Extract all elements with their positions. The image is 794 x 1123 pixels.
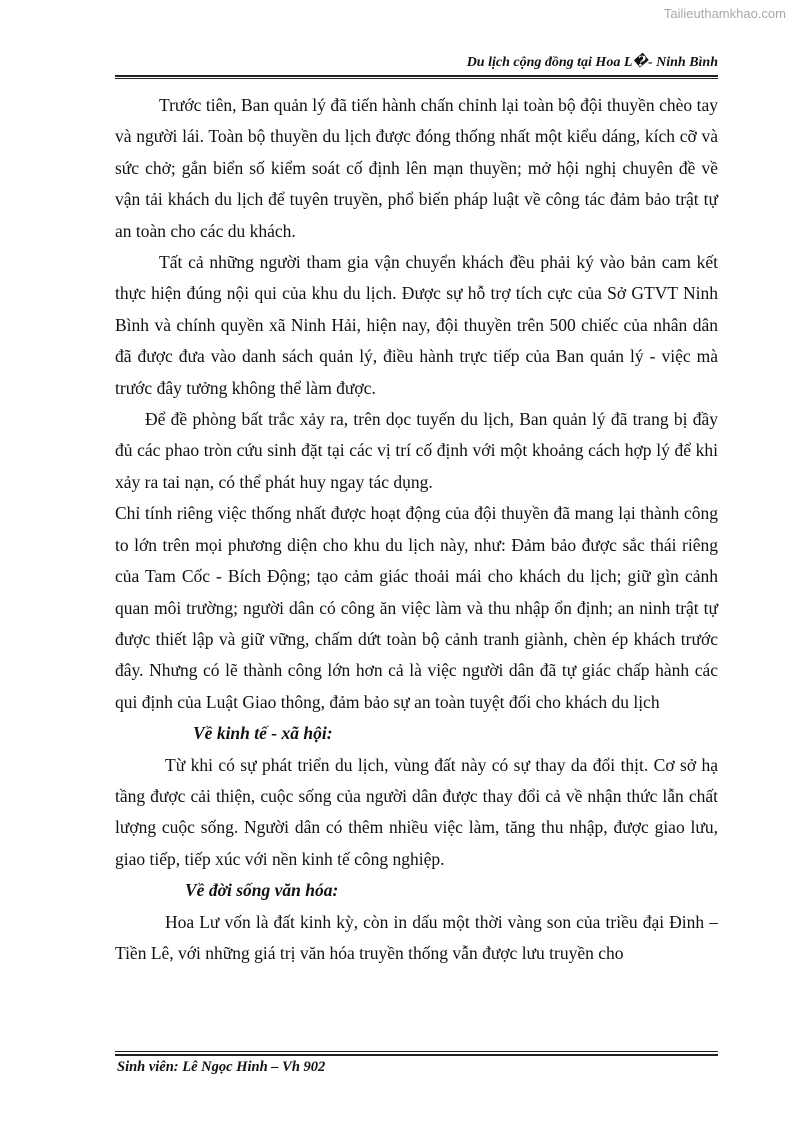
- paragraph-success: Chỉ tính riêng việc thống nhất được hoạt động của đội thuyền đã mang lại thành công to lớn trên mọi phương diện cho khu du lịch này, như: Đảm bảo được sắc thái riêng của Tam Cốc - Bích Động; tạo cảm giác thoải mái cho khách du lịch; giữ gìn cảnh quan môi trường; người dân có công ăn việc làm và thu nhập ổn định; an ninh trật tự được thiết lập và giữ vững, chấm dứt toàn bộ cảnh tranh giành, chèn ép khách trước đây. Nhưng có lẽ thành công lớn hơn cả là việc người dân đã tự giác chấp hành các qui định của Luật Giao thông, đảm bảo sự an toàn tuyệt đối cho khách du lịch: [115, 503, 718, 712]
- section-heading-culture: Về đời sống văn hóa:: [185, 880, 339, 901]
- footer-rule-thin: [115, 1051, 718, 1052]
- paragraph-economy: Từ khi có sự phát triển du lịch, vùng đất này có sự thay da đổi thịt. Cơ sở hạ tầng được cải thiện, cuộc sống của người dân được thay đổi cả về nhận thức lẫn chất lượng cuộc sống. Người dân có thêm nhiều việc làm, tăng thu nhập, được giao lưu, giao tiếp, tiếp xúc với nền kinh tế công nghiệp.: [115, 754, 718, 869]
- paragraph-boat-reorganization: Trước tiên, Ban quản lý đã tiến hành chấn chỉnh lại toàn bộ đội thuyền chèo tay và người lái. Toàn bộ thuyền du lịch được đóng thống nhất một kiểu dáng, kích cỡ và sức chở; gắn biển số kiểm soát cố định lên mạn thuyền; mở hội nghị chuyên đề về vận tải khách du lịch để tuyên truyền, phổ biến pháp luật về công tác đảm bảo trật tự an toàn cho các du khách.: [115, 95, 718, 241]
- footer-author: Sinh viên: Lê Ngọc Hinh – Vh 902: [117, 1059, 326, 1075]
- document-body: [115, 90, 718, 969]
- paragraph-culture: Hoa Lư vốn là đất kinh kỳ, còn in dấu một thời vàng son của triều đại Đinh – Tiền Lê, với những giá trị văn hóa truyền thống vẫn được lưu truyền cho: [115, 911, 718, 963]
- header-rule-thin: [115, 78, 718, 79]
- section-heading-economy: Về kinh tế - xã hội:: [193, 723, 333, 744]
- running-head: Du lịch cộng đồng tại Hoa L�- Ninh Bình: [466, 55, 718, 70]
- paragraph-safety-equipment: Để đề phòng bất trắc xảy ra, trên dọc tuyến du lịch, Ban quản lý đã trang bị đầy đủ các phao tròn cứu sinh đặt tại các vị trí cố định với một khoảng cách hợp lý để khi xảy ra tai nạn, có thể phát huy ngay tác dụng.: [115, 409, 718, 492]
- header-rule: [115, 75, 718, 77]
- footer-rule: [115, 1054, 718, 1056]
- paragraph-commitment: Tất cả những người tham gia vận chuyển khách đều phải ký vào bản cam kết thực hiện đúng nội qui của khu du lịch. Được sự hỗ trợ tích cực của Sở GTVT Ninh Bình và chính quyền xã Ninh Hải, hiện nay, đội thuyền trên 500 chiếc của nhân dân đã được đưa vào danh sách quản lý, điều hành trực tiếp của Ban quản lý - việc mà trước đây tưởng không thể làm được.: [115, 252, 718, 398]
- watermark: Tailieuthamkhao.com: [663, 6, 786, 21]
